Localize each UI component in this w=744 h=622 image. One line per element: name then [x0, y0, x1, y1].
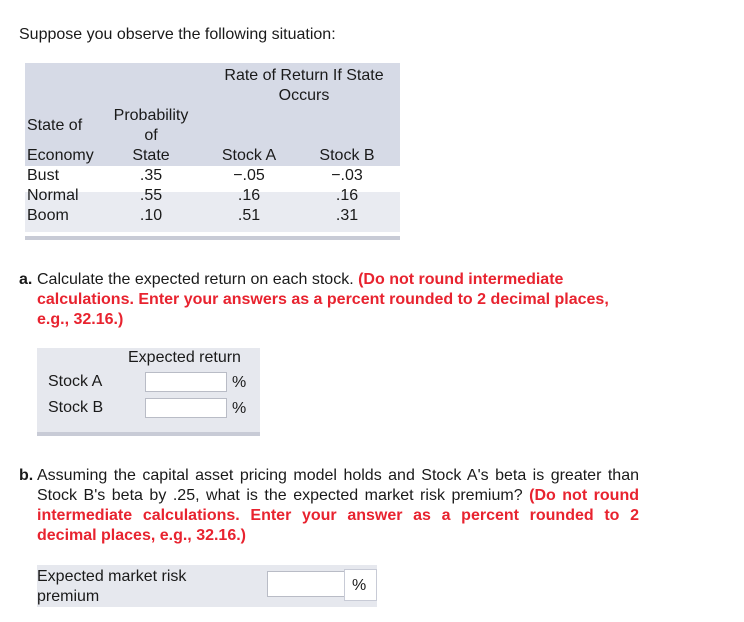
stock-b-label: Stock B: [48, 399, 104, 416]
cell-stock-a: .51: [237, 207, 261, 224]
percent-unit: %: [232, 374, 247, 391]
market-risk-premium-input[interactable]: [267, 571, 347, 597]
question-b: [19, 466, 639, 546]
header-state: State: [132, 147, 170, 164]
stock-a-label: Stock A: [48, 373, 103, 390]
stock-a-expected-return-input[interactable]: [145, 372, 227, 392]
cell-stock-a: .16: [237, 187, 261, 204]
stock-b-expected-return-input[interactable]: [145, 398, 227, 418]
cell-state: Boom: [27, 207, 69, 224]
market-risk-premium-answer: [37, 565, 377, 607]
question-b-text: Assuming the capital asset pricing model holds and Stock A's beta is greater than Stock B's beta by .25, what is the expected market risk premium?: [37, 467, 639, 504]
header-state-of: State of: [27, 117, 83, 134]
question-a: [19, 270, 639, 330]
expected-return-answer-table: [37, 348, 260, 436]
question-b-label: b.: [19, 467, 34, 484]
cell-stock-b: .16: [335, 187, 359, 204]
cell-probability: .10: [139, 207, 163, 224]
percent-unit: %: [232, 400, 247, 417]
returns-table: [19, 63, 400, 240]
header-rate-of-return: Rate of Return If State Occurs: [224, 67, 384, 104]
question-a-instruction: (Do not round intermediate calculations. Enter your answers as a percent rounded to 2 decimal places, e.g., 32.16.): [37, 271, 609, 328]
cell-probability: .35: [139, 167, 163, 184]
header-stock-a: Stock A: [221, 147, 277, 164]
header-probability: Probability: [113, 107, 189, 124]
cell-probability: .55: [139, 187, 163, 204]
answer-table-bottom-bar: [37, 432, 260, 436]
cell-stock-a: −.05: [233, 167, 265, 184]
percent-unit: %: [352, 577, 367, 594]
question-a-text: Calculate the expected return on each stock.: [37, 271, 354, 288]
cell-stock-b: .31: [335, 207, 359, 224]
cell-state: Bust: [27, 167, 60, 184]
market-risk-premium-label: Expected market risk premium: [37, 568, 187, 605]
expected-return-header: Expected return: [128, 349, 241, 366]
table-bottom-bar: [25, 236, 400, 240]
intro-text: Suppose you observe the following situation:: [19, 26, 336, 43]
cell-stock-b: −.03: [331, 167, 363, 184]
header-of: of: [144, 127, 158, 144]
cell-state: Normal: [27, 187, 79, 204]
header-economy: Economy: [27, 147, 94, 164]
question-b-instruction: (Do not round intermediate calculations. Enter your answer as a percent rounded to 2 decimal places, e.g., 32.16.): [37, 487, 639, 544]
question-a-label: a.: [19, 271, 33, 288]
header-stock-b: Stock B: [319, 147, 375, 164]
